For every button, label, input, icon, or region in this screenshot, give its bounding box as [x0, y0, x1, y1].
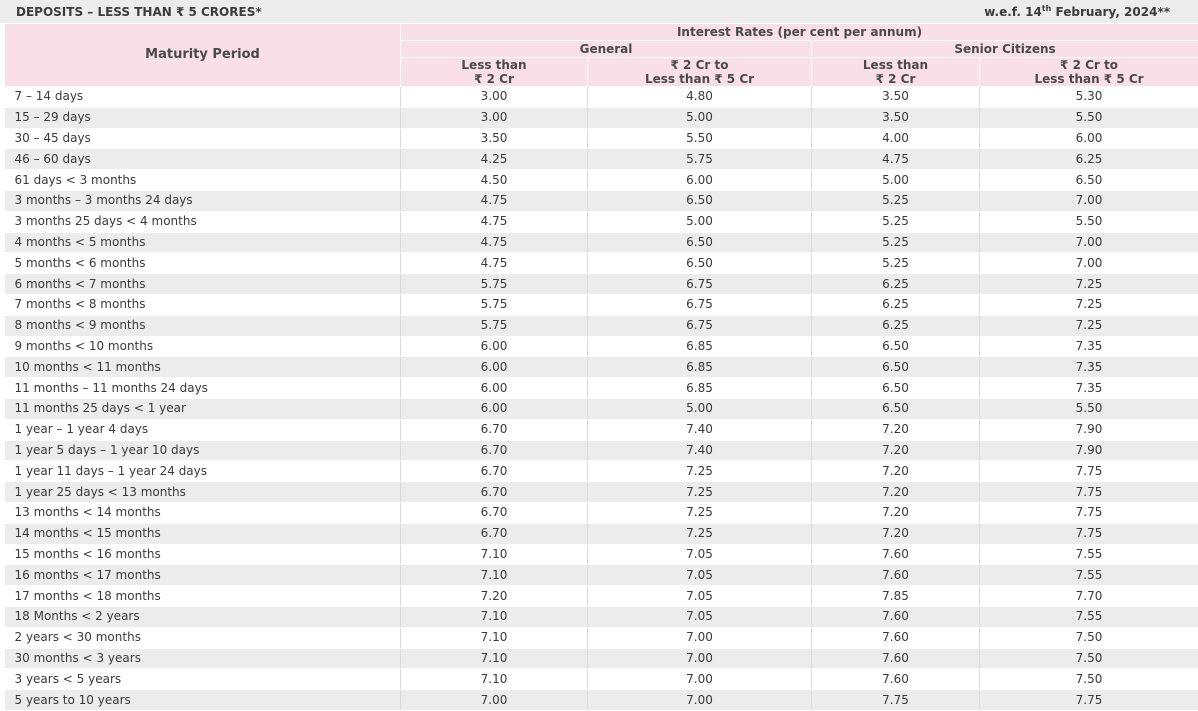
maturity-period-cell: 18 Months < 2 years	[5, 606, 401, 627]
general-2to5cr-header: ₹ 2 Cr to Less than ₹ 5 Cr	[588, 58, 812, 87]
senior-less-2cr-cell: 5.25	[812, 190, 980, 211]
table-row	[5, 128, 1198, 149]
senior-less-2cr-cell: 7.60	[812, 606, 980, 627]
senior-less-2cr-cell: 4.75	[812, 149, 980, 170]
maturity-period-cell: 3 months – 3 months 24 days	[5, 190, 401, 211]
maturity-period-cell: 7 – 14 days	[5, 87, 401, 108]
senior-less-2cr-cell: 7.20	[812, 482, 980, 503]
table-row	[5, 627, 1198, 648]
senior-2to5cr-cell: 7.75	[980, 461, 1198, 482]
general-less-2cr-cell: 6.70	[401, 502, 588, 523]
senior-less-2cr-cell: 5.25	[812, 211, 980, 232]
senior-2to5cr-cell: 7.75	[980, 523, 1198, 544]
maturity-period-cell: 10 months < 11 months	[5, 357, 401, 378]
table-row	[5, 87, 1198, 108]
senior-2to5cr-cell: 6.00	[980, 128, 1198, 149]
table-row	[5, 336, 1198, 357]
table-row	[5, 253, 1198, 274]
senior-less-2cr-cell: 3.50	[812, 87, 980, 108]
senior-2to5cr-cell: 7.25	[980, 315, 1198, 336]
maturity-period-cell: 61 days < 3 months	[5, 170, 401, 191]
table-row	[5, 586, 1198, 607]
senior-less-2cr-cell: 6.50	[812, 357, 980, 378]
maturity-period-cell: 14 months < 15 months	[5, 523, 401, 544]
maturity-period-cell: 1 year – 1 year 4 days	[5, 419, 401, 440]
general-less-2cr-cell: 7.10	[401, 544, 588, 565]
table-row	[5, 482, 1198, 503]
effective-date	[984, 4, 1182, 19]
maturity-period-cell: 4 months < 5 months	[5, 232, 401, 253]
senior-less-2cr-cell: 4.00	[812, 128, 980, 149]
general-2to5cr-cell: 6.50	[588, 253, 812, 274]
senior-less-2cr-cell: 7.20	[812, 523, 980, 544]
senior-less-2cr-cell: 6.50	[812, 378, 980, 399]
general-less-2cr-cell: 6.70	[401, 461, 588, 482]
general-2to5cr-cell: 7.05	[588, 586, 812, 607]
senior-2to5cr-cell: 7.00	[980, 232, 1198, 253]
senior-citizens-header: Senior Citizens	[812, 41, 1198, 58]
table-row	[5, 461, 1198, 482]
table-row	[5, 211, 1198, 232]
senior-2to5cr-cell: 7.00	[980, 190, 1198, 211]
maturity-period-cell: 30 – 45 days	[5, 128, 401, 149]
maturity-period-cell: 17 months < 18 months	[5, 586, 401, 607]
general-2to5cr-cell: 5.00	[588, 107, 812, 128]
maturity-period-cell: 1 year 25 days < 13 months	[5, 482, 401, 503]
senior-less-2cr-cell: 3.50	[812, 107, 980, 128]
senior-less-2cr-cell: 7.85	[812, 586, 980, 607]
general-less-2cr-cell: 7.00	[401, 690, 588, 711]
table-row	[5, 690, 1198, 711]
maturity-period-cell: 1 year 11 days – 1 year 24 days	[5, 461, 401, 482]
maturity-period-cell: 3 years < 5 years	[5, 669, 401, 690]
general-less-2cr-cell: 6.70	[401, 482, 588, 503]
general-less-2cr-cell: 3.50	[401, 128, 588, 149]
general-2to5cr-cell: 6.85	[588, 378, 812, 399]
maturity-period-cell: 5 months < 6 months	[5, 253, 401, 274]
general-2to5cr-cell: 7.05	[588, 565, 812, 586]
general-less-2cr-cell: 4.75	[401, 232, 588, 253]
senior-less-2cr-cell: 6.50	[812, 398, 980, 419]
table-row	[5, 274, 1198, 295]
senior-2to5cr-cell: 7.55	[980, 544, 1198, 565]
general-2to5cr-cell: 6.75	[588, 315, 812, 336]
senior-2to5cr-cell: 7.55	[980, 565, 1198, 586]
table-row	[5, 190, 1198, 211]
general-2to5cr-cell: 4.80	[588, 87, 812, 108]
senior-2to5cr-cell: 7.25	[980, 274, 1198, 295]
general-2to5cr-cell: 5.50	[588, 128, 812, 149]
maturity-period-header: Maturity Period	[5, 24, 401, 87]
general-2to5cr-cell: 7.25	[588, 461, 812, 482]
senior-2to5cr-cell: 7.50	[980, 669, 1198, 690]
table-row	[5, 606, 1198, 627]
senior-2to5cr-cell: 7.35	[980, 357, 1198, 378]
senior-less-2cr-cell: 7.20	[812, 502, 980, 523]
general-less-2cr-cell: 7.10	[401, 627, 588, 648]
maturity-period-cell: 13 months < 14 months	[5, 502, 401, 523]
general-less-2cr-cell: 7.10	[401, 565, 588, 586]
table-row	[5, 440, 1198, 461]
maturity-period-cell: 46 – 60 days	[5, 149, 401, 170]
maturity-period-cell: 5 years to 10 years	[5, 690, 401, 711]
general-2to5cr-cell: 6.85	[588, 357, 812, 378]
general-less-2cr-cell: 3.00	[401, 87, 588, 108]
general-2to5cr-cell: 5.00	[588, 398, 812, 419]
senior-less-2cr-cell: 7.60	[812, 669, 980, 690]
general-2to5cr-cell: 7.25	[588, 502, 812, 523]
senior-less-2cr-header: Less than ₹ 2 Cr	[812, 58, 980, 87]
senior-less-2cr-cell: 7.20	[812, 440, 980, 461]
general-2to5cr-cell: 6.75	[588, 274, 812, 295]
table-row	[5, 648, 1198, 669]
general-less-2cr-cell: 4.75	[401, 190, 588, 211]
interest-rates-header: Interest Rates (per cent per annum)	[401, 24, 1198, 41]
general-less-2cr-cell: 4.50	[401, 170, 588, 191]
table-row	[5, 523, 1198, 544]
rate-rows	[5, 87, 1198, 711]
senior-less-2cr-cell: 7.75	[812, 690, 980, 711]
senior-2to5cr-cell: 5.50	[980, 398, 1198, 419]
senior-less-2cr-cell: 7.60	[812, 565, 980, 586]
maturity-period-cell: 8 months < 9 months	[5, 315, 401, 336]
maturity-period-cell: 11 months – 11 months 24 days	[5, 378, 401, 399]
senior-2to5cr-cell: 7.50	[980, 627, 1198, 648]
general-2to5cr-cell: 7.05	[588, 544, 812, 565]
maturity-period-cell: 1 year 5 days – 1 year 10 days	[5, 440, 401, 461]
general-less-2cr-cell: 6.00	[401, 378, 588, 399]
senior-2to5cr-cell: 7.50	[980, 648, 1198, 669]
general-2to5cr-cell: 6.85	[588, 336, 812, 357]
general-2to5cr-cell: 7.25	[588, 523, 812, 544]
senior-less-2cr-cell: 5.25	[812, 232, 980, 253]
general-2to5cr-cell: 7.40	[588, 440, 812, 461]
senior-2to5cr-cell: 7.75	[980, 482, 1198, 503]
senior-2to5cr-cell: 7.70	[980, 586, 1198, 607]
general-less-2cr-cell: 6.00	[401, 357, 588, 378]
effective-date-prefix: w.e.f. 14	[984, 5, 1042, 19]
senior-less-2cr-cell: 6.25	[812, 294, 980, 315]
general-less-2cr-cell: 7.10	[401, 669, 588, 690]
senior-2to5cr-cell: 7.75	[980, 690, 1198, 711]
senior-2to5cr-cell: 7.75	[980, 502, 1198, 523]
general-less-2cr-cell: 6.70	[401, 523, 588, 544]
general-less-2cr-cell: 4.75	[401, 211, 588, 232]
table-row	[5, 502, 1198, 523]
maturity-period-cell: 3 months 25 days < 4 months	[5, 211, 401, 232]
senior-2to5cr-header: ₹ 2 Cr to Less than ₹ 5 Cr	[980, 58, 1198, 87]
senior-less-2cr-cell: 6.50	[812, 336, 980, 357]
general-less-2cr-cell: 6.00	[401, 336, 588, 357]
senior-less-2cr-cell: 6.25	[812, 274, 980, 295]
senior-less-2cr-cell: 5.25	[812, 253, 980, 274]
general-less-2cr-cell: 6.00	[401, 398, 588, 419]
senior-less-2cr-cell: 6.25	[812, 315, 980, 336]
senior-2to5cr-cell: 5.50	[980, 211, 1198, 232]
table-row	[5, 170, 1198, 191]
general-2to5cr-cell: 7.00	[588, 669, 812, 690]
general-2to5cr-cell: 6.50	[588, 190, 812, 211]
maturity-period-cell: 15 months < 16 months	[5, 544, 401, 565]
maturity-period-cell: 6 months < 7 months	[5, 274, 401, 295]
general-less-2cr-cell: 7.10	[401, 648, 588, 669]
table-row	[5, 669, 1198, 690]
senior-less-2cr-cell: 7.20	[812, 461, 980, 482]
table-row	[5, 232, 1198, 253]
table-row	[5, 544, 1198, 565]
maturity-period-cell: 2 years < 30 months	[5, 627, 401, 648]
table-row	[5, 378, 1198, 399]
general-2to5cr-cell: 6.50	[588, 232, 812, 253]
senior-2to5cr-cell: 5.30	[980, 87, 1198, 108]
general-2to5cr-cell: 6.75	[588, 294, 812, 315]
senior-2to5cr-cell: 7.90	[980, 440, 1198, 461]
senior-2to5cr-cell: 5.50	[980, 107, 1198, 128]
effective-date-suffix: February, 2024**	[1051, 5, 1170, 19]
general-less-2cr-cell: 7.20	[401, 586, 588, 607]
document-header	[0, 0, 1198, 23]
general-2to5cr-cell: 5.75	[588, 149, 812, 170]
senior-2to5cr-cell: 6.25	[980, 149, 1198, 170]
general-less-2cr-header: Less than ₹ 2 Cr	[401, 58, 588, 87]
senior-2to5cr-cell: 7.00	[980, 253, 1198, 274]
effective-date-sup: th	[1042, 4, 1052, 13]
general-2to5cr-cell: 6.00	[588, 170, 812, 191]
general-less-2cr-cell: 4.75	[401, 253, 588, 274]
interest-rate-table	[4, 23, 1198, 711]
general-less-2cr-cell: 5.75	[401, 315, 588, 336]
maturity-period-cell: 15 – 29 days	[5, 107, 401, 128]
general-2to5cr-cell: 5.00	[588, 211, 812, 232]
maturity-period-cell: 30 months < 3 years	[5, 648, 401, 669]
general-2to5cr-cell: 7.05	[588, 606, 812, 627]
maturity-period-cell: 9 months < 10 months	[5, 336, 401, 357]
general-2to5cr-cell: 7.00	[588, 648, 812, 669]
maturity-period-cell: 7 months < 8 months	[5, 294, 401, 315]
senior-2to5cr-cell: 7.90	[980, 419, 1198, 440]
senior-less-2cr-cell: 5.00	[812, 170, 980, 191]
general-less-2cr-cell: 6.70	[401, 440, 588, 461]
general-less-2cr-cell: 5.75	[401, 274, 588, 295]
table-row	[5, 294, 1198, 315]
general-2to5cr-cell: 7.40	[588, 419, 812, 440]
senior-2to5cr-cell: 7.25	[980, 294, 1198, 315]
maturity-period-cell: 11 months 25 days < 1 year	[5, 398, 401, 419]
general-less-2cr-cell: 4.25	[401, 149, 588, 170]
general-2to5cr-cell: 7.25	[588, 482, 812, 503]
table-row	[5, 149, 1198, 170]
general-less-2cr-cell: 6.70	[401, 419, 588, 440]
general-2to5cr-cell: 7.00	[588, 690, 812, 711]
general-less-2cr-cell: 5.75	[401, 294, 588, 315]
general-less-2cr-cell: 7.10	[401, 606, 588, 627]
senior-2to5cr-cell: 7.55	[980, 606, 1198, 627]
table-row	[5, 398, 1198, 419]
senior-2to5cr-cell: 6.50	[980, 170, 1198, 191]
document-title: DEPOSITS – LESS THAN ₹ 5 CRORES*	[16, 5, 262, 19]
senior-less-2cr-cell: 7.60	[812, 627, 980, 648]
table-row	[5, 565, 1198, 586]
senior-less-2cr-cell: 7.20	[812, 419, 980, 440]
senior-less-2cr-cell: 7.60	[812, 648, 980, 669]
senior-2to5cr-cell: 7.35	[980, 378, 1198, 399]
general-2to5cr-cell: 7.00	[588, 627, 812, 648]
table-row	[5, 315, 1198, 336]
table-row	[5, 357, 1198, 378]
senior-less-2cr-cell: 7.60	[812, 544, 980, 565]
maturity-period-cell: 16 months < 17 months	[5, 565, 401, 586]
table-row	[5, 107, 1198, 128]
table-row	[5, 419, 1198, 440]
general-header: General	[401, 41, 812, 58]
general-less-2cr-cell: 3.00	[401, 107, 588, 128]
senior-2to5cr-cell: 7.35	[980, 336, 1198, 357]
